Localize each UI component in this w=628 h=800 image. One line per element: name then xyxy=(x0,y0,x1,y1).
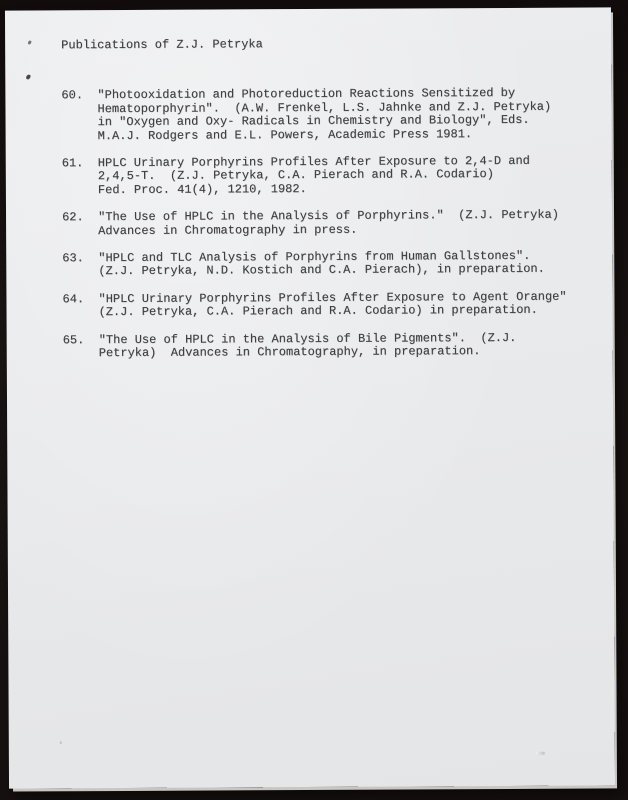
page-title: Publications of Z.J. Petryka xyxy=(61,37,263,53)
publication-entry xyxy=(63,331,563,360)
entry-text: HPLC Urinary Porphyrins Profiles After Exposure to 2,4-D and 2,4,5-T. (Z.J. Petryka, C.A. Pierach and R.A. Codario) Fed. Proc. 41(4), 1210, 1982. xyxy=(97,153,530,197)
entry-text: "The Use of HPLC in the Analysis of Bile Pigments". (Z.J. Petryka) Advances in Chromatography, in preparation. xyxy=(98,330,517,361)
publication-entry xyxy=(62,209,562,238)
entry-number: 61. xyxy=(61,156,84,171)
entry-number: 62. xyxy=(62,210,84,225)
entry-text: "HPLC Urinary Porphyrins Profiles After Exposure to Agent Orange" (Z.J. Petryka, C.A. Pierach and R.A. Codario) in preparation. xyxy=(98,289,567,320)
entry-number: 64. xyxy=(62,292,85,307)
publication-entry xyxy=(61,87,561,143)
document-page xyxy=(5,7,615,788)
scan-speck xyxy=(536,752,545,755)
publication-entry xyxy=(62,250,562,279)
entry-number: 60. xyxy=(61,88,84,103)
entry-text: "The Use of HPLC in the Analysis of Porphyrins." (Z.J. Petryka) Advances in Chromatography in press. xyxy=(98,207,559,238)
entry-number: 65. xyxy=(62,332,85,347)
scan-speck xyxy=(27,40,31,45)
entry-text: "Photooxidation and Photoreduction Reactions Sensitized by Hematoporphyrin". (A.W. Frenkel, L.S. Jahnke and Z.J. Petryka) in "Oxygen and Oxy- Radicals in Chemistry and Biology", Eds. M.A.J. Rodgers and E.L. Powers, Academic Press 1981. xyxy=(97,86,552,143)
publication-entry xyxy=(62,289,567,320)
publication-entry xyxy=(62,155,562,198)
scan-speck xyxy=(60,741,62,744)
publication-list xyxy=(61,86,567,361)
entry-number: 63. xyxy=(62,251,84,266)
scan-speck xyxy=(26,74,31,80)
entry-text: "HPLC and TLC Analysis of Porphyrins from Human Gallstones". (Z.J. Petryka, N.D. Kostich and C.A. Pierach), in preparation. xyxy=(98,248,545,279)
page-content xyxy=(61,37,567,375)
